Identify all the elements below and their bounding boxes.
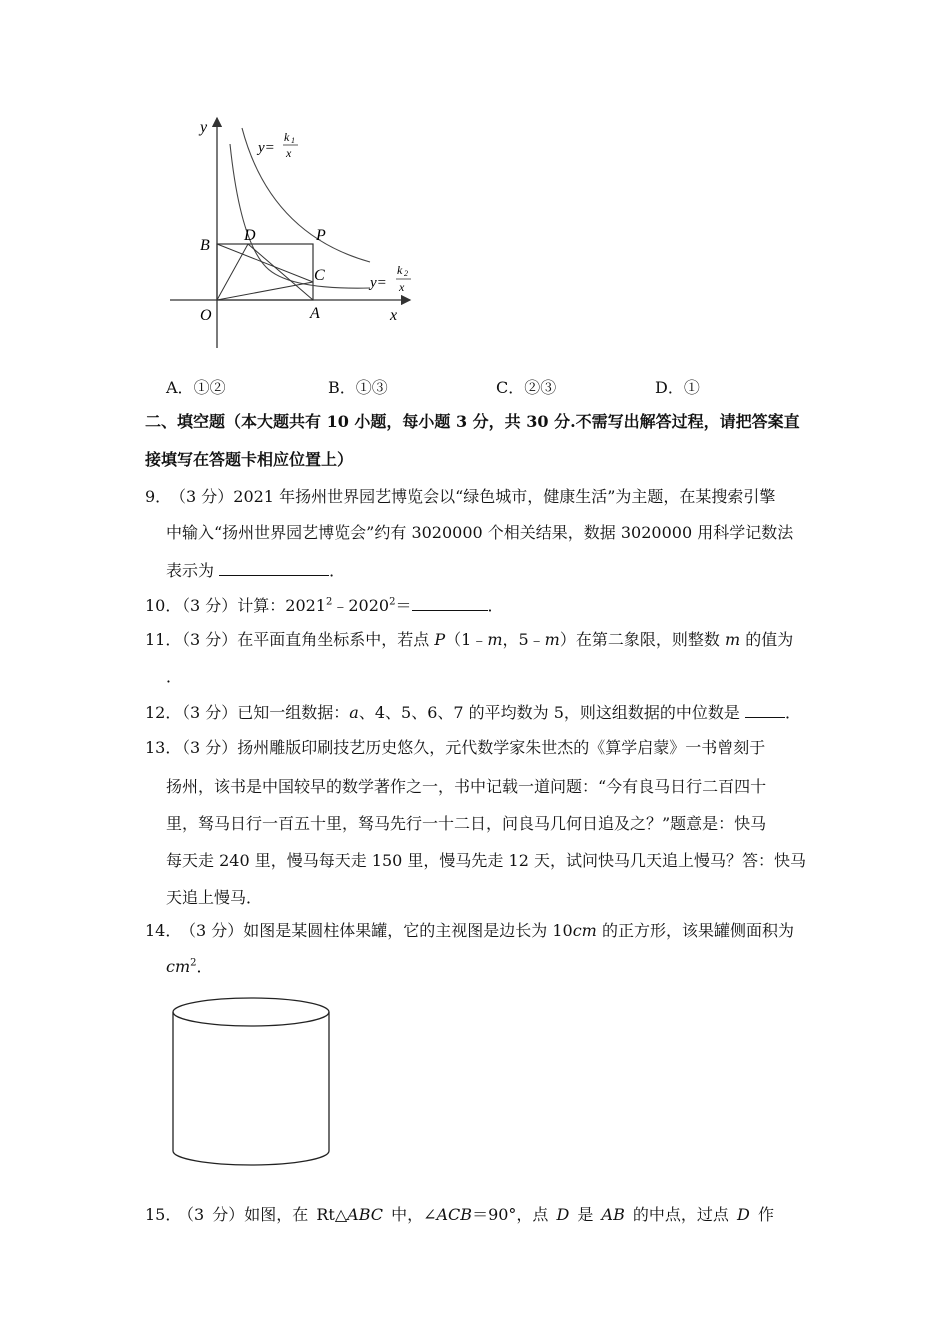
cylinder-figure [164,990,344,1170]
option-value: ①③ [355,378,388,397]
q15-t6: 作 [749,1205,774,1224]
eq-k1-sub: 1 [291,136,295,145]
q9-line2: 中输入“扬州世界园艺博览会”约有 3020000 个相关结果，数据 3020000 用科学记数法 [166,523,794,542]
q15-ab: AB [601,1205,625,1224]
q14-cm: cm [572,921,597,940]
eq-k2-sub: 2 [404,269,408,278]
q11-p: P [434,630,446,649]
q11-m2: m [544,630,560,649]
option-a[interactable] [166,378,226,398]
q10-prefix: （3 分）计算：2021 [174,596,326,615]
q14-exp: 2 [190,957,197,969]
q14-t1: （3 分）如图是某圆柱体果罐，它的主视图是边长为 10 [180,921,573,940]
q15-d: D [556,1205,570,1224]
section-heading-line2: 接填写在答题卡相应位置上） [145,450,354,469]
segment-od [217,244,248,300]
q10-mid: ﹣2020 [332,596,390,615]
q10-exp1: 2 [326,596,333,608]
option-c[interactable] [496,378,556,398]
q13-line3: 里，驽马日行一百五十里，驽马先行一十二日，问良马几何日追及之？”题意是：快马 [166,814,767,833]
option-value: ① [683,378,700,397]
cylinder-bottom-arc [173,1151,329,1165]
segment-da [248,244,313,300]
option-d[interactable] [655,378,700,398]
q9-answer-blank[interactable] [219,561,329,576]
label-y: y [200,119,208,136]
q15-t5: 的中点，过点 [624,1205,738,1224]
option-letter: B． [328,378,356,397]
q15-abc: ABC [347,1205,383,1224]
q15-acb: ACB [436,1205,473,1224]
option-value: ②③ [524,378,557,397]
q15-d2: D [737,1205,750,1224]
q10-eq: ＝ [395,596,412,615]
eq-k2-lhs: y= [370,275,387,291]
option-letter: D． [655,378,684,397]
q12-answer-blank[interactable] [745,703,785,718]
label-d: D [244,227,256,244]
q12-t2: 、4、5、6、7 的平均数为 5，则这组数据的中位数是 [358,703,740,722]
label-b: B [200,237,210,254]
eq-k1-lhs: y= [258,140,275,156]
q9-line3 [166,561,345,581]
q10-answer-blank[interactable] [412,596,488,611]
q14-t2: 的正方形，该果罐侧面积为 [596,921,794,940]
q14-unit: cm [166,957,191,976]
curve-k2 [230,144,370,288]
q15-t2: 中，∠ [383,1205,437,1224]
q9-line1: （3 分）2021 年扬州世界园艺博览会以“绿色城市，健康生活”为主题，在某搜索引擎 [170,487,776,506]
eq-k1-num: k [284,130,290,144]
label-a: A [310,305,320,322]
q10-end: ． [487,596,504,615]
q15-number: 15． [145,1205,182,1224]
q13-line1: （3 分）扬州雕版印刷技艺历史悠久，元代数学家朱世杰的《算学启蒙》一书曾刻于 [174,738,766,757]
q14-line2 [166,957,213,977]
label-p: P [316,227,326,244]
q15-t4: 是 [569,1205,602,1224]
q11-body [174,630,793,650]
q12-a: a [349,703,359,722]
eq-k1-den: x [286,146,292,160]
q11-t3: ，5﹣ [502,630,545,649]
q10-number: 10． [145,596,182,615]
q13-line5: 天追上慢马． [166,888,263,907]
rectangle-oapb [217,244,313,300]
q9-text: 表示为 [166,561,215,580]
section-heading-line1: 二、填空题（本大题共有 10 小题，每小题 3 分，共 30 分.不需写出解答过程，请把答案直 [145,412,800,431]
option-letter: A． [166,378,194,397]
q15-t1: （3 分）如图，在 Rt△ [178,1205,348,1224]
q12-end: ． [785,703,802,722]
q11-number: 11． [145,630,182,649]
option-value: ①② [193,378,226,397]
cylinder-top-ellipse [173,998,329,1026]
segment-oc [217,282,313,300]
q15-body [178,1205,774,1225]
q11-m3: m [724,630,741,649]
q13-line4: 每天走 240 里，慢马每天走 150 里，慢马先走 12 天，试问快马几天追上慢马？答：快马 [166,851,806,870]
option-letter: C． [496,378,525,397]
label-c: C [314,267,325,284]
q14-end: ． [196,957,213,976]
q12-body [174,703,801,723]
option-b[interactable] [328,378,388,398]
eq-k2-den: x [399,280,405,294]
segment-bc [217,244,313,282]
q12-number: 12． [145,703,182,722]
q9-number: 9． [145,487,172,506]
q11-line2[interactable]: ． [166,667,183,686]
q11-t4: ）在第二象限，则整数 [559,630,725,649]
q11-t5: 的值为 [740,630,794,649]
q11-t1: （3 分）在平面直角坐标系中，若点 [174,630,435,649]
label-o: O [200,307,212,324]
q13-number: 13． [145,738,182,757]
eq-k2-num: k [397,263,403,277]
q11-m1: m [487,630,503,649]
label-x: x [390,307,398,324]
q15-t3: ＝90°，点 [472,1205,557,1224]
q9-end: ． [329,561,346,580]
q10-body [174,596,504,616]
q12-t1: （3 分）已知一组数据： [174,703,350,722]
q14-number: 14． [145,921,182,940]
q11-t2: （1﹣ [445,630,488,649]
q14-body [180,921,794,941]
hyperbola-figure [160,112,430,352]
q10-exp2: 2 [389,596,396,608]
q13-line2: 扬州，该书是中国较早的数学著作之一，书中记载一道问题：“今有良马日行二百四十 [166,777,767,796]
